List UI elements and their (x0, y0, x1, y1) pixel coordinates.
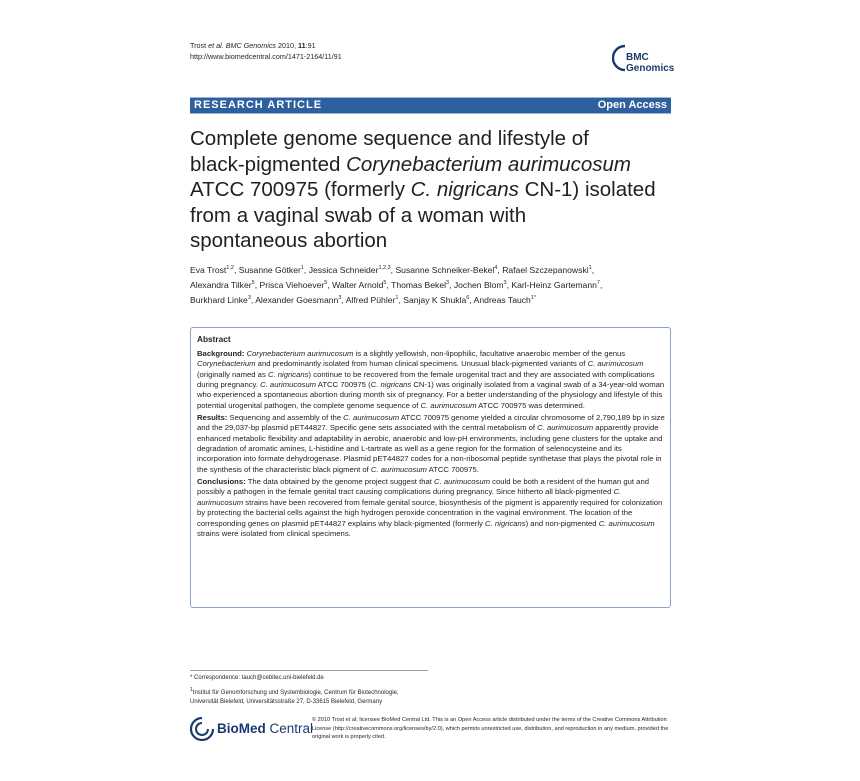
affiliation-note: $^1$Institut für Genomforschung und Systembiologie, Centrum für Biotechnologie, Universität Bielefeld, Universitätsstraße 27, D-33615 Bielefeld, Germany (190, 686, 399, 705)
author-list (190, 263, 680, 308)
author[interactable]: Walter Arnold$^5$ (332, 280, 387, 290)
author-line: Alexandra Tilker$^5$, Prisca Viehoever$^5$, Walter Arnold$^5$, Thomas Bekel$^3$, Jochen Blom$^3$, Karl-Heinz Gartemann$^7$, (190, 280, 603, 290)
author[interactable]: Prisca Viehoever$^5$ (259, 280, 328, 290)
author[interactable]: Alexandra Tilker$^5$ (190, 280, 255, 290)
title-line: from a vaginal swab of a woman with (190, 203, 527, 227)
logo-line-genomics: Genomics (626, 63, 675, 74)
author-line: Eva Trost$^{1,2}$, Susanne Götker$^1$, Jessica Schneider$^{1,2,3}$, Susanne Schneiker-Bekel$^4$, Rafael Szczepanowski$^1$, (190, 265, 595, 275)
journal-citation (190, 41, 342, 62)
article-type-label: RESEARCH ARTICLE (194, 99, 323, 111)
author[interactable]: Burkhard Linke$^3$ (190, 295, 251, 305)
author[interactable]: Sanjay K Shukla$^6$ (403, 295, 470, 305)
bmc-genomics-logo (612, 44, 674, 80)
author-line: Burkhard Linke$^3$, Alexander Goesmann$^3$, Alfred Pühler$^1$, Sanjay K Shukla$^6$, Andreas Tauch$^{1*}$ (190, 295, 537, 305)
article-title (190, 126, 680, 254)
logo-line-bmc: BMC (626, 52, 649, 63)
citation-line: Trost et al. BMC Genomics 2010, 11:91 (190, 41, 316, 50)
author[interactable]: Andreas Tauch$^{1*}$ (473, 295, 537, 305)
footnotes (190, 670, 428, 706)
license-text: © 2010 Trost et al; licensee BioMed Central Ltd. This is an Open Access article distributed under the terms of the Creative Commons Attribution License (http://creativecommons.org/licenses/by/2.0), which permits unrestricted use, distribution, and reproduction in any medium, provided the original work is properly cited. (312, 717, 669, 741)
biomed-central-logo-icon (190, 717, 214, 741)
abstract-background: Background: Corynebacterium aurimucosum is a slightly yellowish, non-lipophilic, facultative anaerobic member of the genus Corynebacterium and predominantly isolated from human clinical specimens. Unusual black-pigmented variants of C. aurimucosum (originally named as C. nigricans) continue to be recovered from the female urogenital tract and they are associated with complications during pregnancy. C. aurimucosum ATCC 700975 (C. nigricans CN-1) was originally isolated from a vaginal swab of a 34-year-old woman who experienced a spontaneous abortion during month six of pregnancy. For a better understanding of the physiology and lifestyle of this potential urogenital pathogen, the complete genome sequence of C. aurimucosum ATCC 700975 was determined. (197, 349, 665, 410)
author[interactable]: Susanne Götker$^1$ (238, 265, 304, 275)
article-url-link[interactable]: http://www.biomedcentral.com/1471-2164/11/91 (190, 51, 342, 61)
author[interactable]: Thomas Bekel$^3$ (391, 280, 450, 290)
abstract-body (197, 349, 667, 541)
author[interactable]: Jessica Schneider$^{1,2,3}$ (308, 265, 391, 275)
author[interactable]: Karl-Heinz Gartemann$^7$ (511, 280, 600, 290)
title-line: ATCC 700975 (formerly C. nigricans CN-1) isolated (190, 178, 656, 201)
author[interactable]: Susanne Schneiker-Bekel$^4$ (395, 265, 498, 275)
abstract-box (190, 327, 671, 608)
author[interactable]: Jochen Blom$^3$ (453, 280, 507, 290)
abstract-results: Results: Sequencing and assembly of the C. aurimucosum ATCC 700975 genome yielded a circular chromosome of 2,790,189 bp in size and the 29,037-bp plasmid pET44827. Specific gene sets associated with the central metabolism of C. aurimucosum apparently provide enhanced metabolic flexibility and adaptability in aerobic, anaerobic and low-pH environments, including gene clusters for the uptake and degradation of aromatic amines, L-histidine and L-tartrate as well as a gene region for the formation of selenocysteine and its incorporation into formate dehydrogenase. Plasmid pET44827 codes for a non-ribosomal peptide synthetase that plays the pivotal role in the synthesis of the characteristic black pigment of C. aurimucosum ATCC 700975. (197, 413, 665, 474)
title-line: black-pigmented Corynebacterium aurimucosum (190, 152, 631, 176)
abstract-conclusions: Conclusions: The data obtained by the genome project suggest that C. aurimucosum could be both a resident of the human gut and possibly a pathogen in the female genital tract causing complications during pregnancy. Since hitherto all black-pigmented C. aurimucosum strains have been recovered from female genital source, biosynthesis of the pigment is apparently required for colonization by protecting the bacterial cells against the high hydrogen peroxide concentration in the vaginal environment. The location of the corresponding genes on plasmid pET44827 explains why black-pigmented (formerly C. nigricans) and non-pigmented C. aurimucosum strains were isolated from clinical specimens. (197, 477, 663, 538)
author[interactable]: Alexander Goesmann$^3$ (255, 295, 342, 305)
title-line: spontaneous abortion (190, 229, 388, 252)
author[interactable]: Alfred Pühler$^1$ (345, 295, 399, 305)
author[interactable]: Rafael Szczepanowski$^1$ (502, 265, 592, 275)
title-line: Complete genome sequence and lifestyle of (190, 127, 589, 150)
correspondence-email[interactable]: * Correspondence: tauch@cebitec.uni-bielefeld.de (190, 675, 324, 681)
author[interactable]: Eva Trost$^{1,2}$ (190, 265, 234, 275)
biomed-central-logo (190, 717, 314, 741)
publisher-wordmark: BioMed Central (217, 721, 314, 736)
open-access-label: Open Access (597, 99, 667, 111)
abstract-heading: Abstract (197, 334, 231, 344)
article-type-banner (190, 97, 671, 114)
